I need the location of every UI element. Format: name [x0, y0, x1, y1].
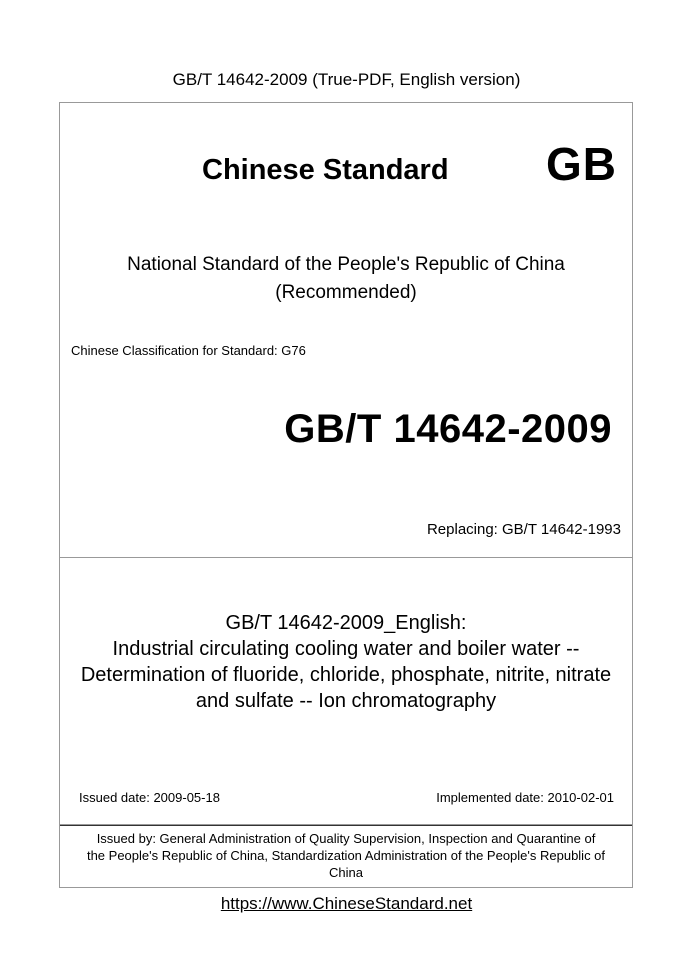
issuer-line-2: the People's Republic of China, Standardization Administration of the People's Republic of [86, 848, 606, 863]
document-title [60, 610, 632, 714]
chinese-standard-title: Chinese Standard [202, 154, 449, 186]
issuer-line-3: China [329, 865, 363, 880]
title-line-4: and sulfate -- Ion chromatography [195, 690, 497, 712]
cover-title-section [60, 558, 632, 825]
issuer-section [60, 825, 632, 888]
website-link[interactable]: https://www.ChineseStandard.net [220, 894, 473, 913]
issuer-line-1: Issued by: General Administration of Quality Supervision, Inspection and Quarantine of [96, 831, 596, 846]
title-line-2: Industrial circulating cooling water and boiler water -- [112, 638, 580, 660]
issued-date: Issued date: 2009-05-18 [79, 790, 220, 805]
title-line-3: Determination of fluoride, chloride, phosphate, nitrite, nitrate [80, 664, 612, 686]
national-standard-text [60, 251, 632, 307]
document-header-caption: GB/T 14642-2009 (True-PDF, English version) [172, 70, 521, 89]
gb-mark: GB [546, 138, 617, 190]
replacing-text: Replacing: GB/T 14642-1993 [426, 521, 621, 538]
issuer-text [60, 830, 632, 881]
cover-frame [59, 102, 633, 888]
implemented-date: Implemented date: 2010-02-01 [436, 790, 614, 805]
cover-top-section [60, 103, 632, 558]
national-line-1: National Standard of the People's Republic of China [127, 254, 565, 275]
classification-text: Chinese Classification for Standard: G76 [71, 343, 306, 358]
national-line-2: (Recommended) [275, 282, 417, 303]
title-line-1: GB/T 14642-2009_English: [225, 612, 467, 634]
standard-number: GB/T 14642-2009 [284, 407, 612, 451]
